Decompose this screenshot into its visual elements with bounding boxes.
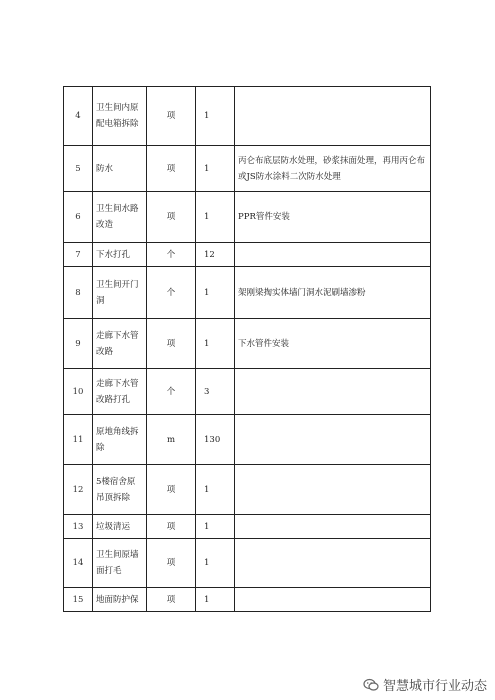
item-name-cell [93, 267, 147, 319]
item-quantity: 12 [204, 249, 215, 260]
item-name-cell [93, 87, 147, 146]
item-note-cell [235, 87, 431, 146]
table-row [64, 465, 431, 515]
item-name-cell [93, 415, 147, 465]
table-row [64, 539, 431, 588]
item-name: 下水打孔 [96, 249, 131, 260]
table-row [64, 369, 431, 415]
item-name: 卫生间内原配电箱拆除 [96, 103, 139, 129]
item-name-cell [93, 539, 147, 588]
item-number-cell [64, 87, 93, 146]
item-number: 6 [75, 212, 81, 222]
item-unit: 项 [166, 521, 176, 532]
table-row [64, 267, 431, 319]
item-unit: 项 [166, 212, 176, 222]
item-unit: 个 [166, 287, 176, 298]
item-name-cell [93, 369, 147, 415]
item-unit: 个 [166, 386, 176, 397]
item-quantity: 130 [204, 434, 221, 445]
item-unit-cell [147, 243, 196, 267]
item-quantity: 1 [204, 558, 210, 568]
watermark [363, 675, 487, 694]
item-note-cell [235, 539, 431, 588]
item-name: 原地角线拆除 [96, 426, 139, 453]
item-number-cell [64, 415, 93, 465]
item-note: 架刚梁掏实体墙门洞水泥刷墙渗粉 [238, 287, 366, 298]
item-unit-cell [147, 146, 196, 192]
table-body [64, 87, 431, 612]
item-unit: 项 [166, 594, 176, 605]
item-note-cell [235, 465, 431, 515]
table-row [64, 515, 431, 539]
item-name: 垃圾清运 [96, 521, 131, 532]
item-name: 走廊下水管改路 [96, 330, 139, 357]
item-unit-cell [147, 539, 196, 588]
item-name-cell [93, 465, 147, 515]
item-number: 10 [72, 386, 84, 397]
item-name-cell [93, 192, 147, 243]
item-unit: 项 [166, 163, 176, 174]
item-note-cell [235, 267, 431, 319]
work-items-table-container [63, 86, 431, 612]
table-row [64, 146, 431, 192]
item-unit-cell [147, 588, 196, 612]
item-quantity: 1 [204, 287, 210, 298]
item-name-cell [93, 146, 147, 192]
item-quantity: 1 [204, 521, 210, 532]
item-quantity-cell [196, 192, 235, 243]
item-unit-cell [147, 192, 196, 243]
item-quantity-cell [196, 539, 235, 588]
item-unit: 项 [166, 338, 176, 349]
item-unit-cell [147, 267, 196, 319]
item-number-cell [64, 267, 93, 319]
item-note-cell [235, 369, 431, 415]
item-note-cell [235, 515, 431, 539]
item-quantity-cell [196, 515, 235, 539]
item-number-cell [64, 465, 93, 515]
item-number: 5 [75, 163, 81, 174]
work-items-table [63, 86, 431, 612]
table-row [64, 243, 431, 267]
item-number: 12 [72, 484, 84, 495]
item-unit: 个 [166, 249, 176, 260]
item-unit-cell [147, 87, 196, 146]
item-quantity-cell [196, 146, 235, 192]
table-row [64, 588, 431, 612]
item-note-cell [235, 319, 431, 369]
watermark-text: 智慧城市行业动态 [382, 679, 487, 694]
item-name: 防水 [96, 163, 114, 174]
item-number-cell [64, 588, 93, 612]
item-number-cell [64, 243, 93, 267]
item-note: PPR管件安装 [238, 212, 290, 222]
item-quantity-cell [196, 319, 235, 369]
item-unit: m [166, 434, 176, 445]
item-unit: 项 [166, 484, 176, 495]
item-number: 9 [75, 338, 81, 349]
item-quantity: 1 [204, 163, 210, 174]
item-unit-cell [147, 319, 196, 369]
item-note-cell [235, 588, 431, 612]
item-quantity: 1 [204, 212, 210, 222]
item-number: 4 [75, 111, 81, 121]
item-name-cell [93, 319, 147, 369]
item-quantity-cell [196, 369, 235, 415]
item-name: 卫生间原墙面打毛 [96, 550, 139, 576]
table-row [64, 87, 431, 146]
item-number-cell [64, 146, 93, 192]
item-name: 5楼宿舍原吊顶拆除 [96, 476, 136, 503]
item-unit-cell [147, 369, 196, 415]
item-name: 地面防护保 [96, 594, 139, 605]
item-number-cell [64, 539, 93, 588]
item-name-cell [93, 515, 147, 539]
table-row [64, 319, 431, 369]
item-unit: 项 [166, 111, 176, 121]
item-quantity-cell [196, 415, 235, 465]
item-note-cell [235, 146, 431, 192]
item-number-cell [64, 319, 93, 369]
item-note-cell [235, 192, 431, 243]
item-unit-cell [147, 465, 196, 515]
item-name: 走廊下水管改路打孔 [96, 378, 139, 405]
item-number: 14 [72, 558, 84, 568]
item-note-cell [235, 415, 431, 465]
item-number-cell [64, 192, 93, 243]
item-name-cell [93, 243, 147, 267]
item-name: 卫生间开门洞 [96, 279, 139, 306]
item-number-cell [64, 515, 93, 539]
item-quantity: 3 [204, 386, 210, 397]
item-quantity: 1 [204, 338, 210, 349]
item-unit: 项 [166, 558, 176, 568]
item-name: 卫生间水路改造 [96, 204, 139, 230]
item-note-cell [235, 243, 431, 267]
table-row [64, 415, 431, 465]
item-quantity: 1 [204, 111, 210, 121]
item-name-cell [93, 588, 147, 612]
item-number: 7 [75, 249, 81, 260]
item-note: 丙仑布底层防水处理，砂浆抹面处理，再用丙仑布或JS防水涂料二次防水处理 [238, 155, 426, 182]
item-quantity-cell [196, 243, 235, 267]
item-number-cell [64, 369, 93, 415]
item-unit-cell [147, 415, 196, 465]
item-quantity-cell [196, 588, 235, 612]
item-number: 8 [75, 287, 81, 298]
item-unit-cell [147, 515, 196, 539]
item-number: 15 [72, 594, 84, 605]
item-quantity-cell [196, 465, 235, 515]
item-note: 下水管件安装 [238, 338, 290, 349]
item-quantity: 1 [204, 594, 210, 605]
item-number: 13 [72, 521, 84, 532]
wechat-icon [363, 677, 379, 693]
item-quantity: 1 [204, 484, 210, 495]
item-number: 11 [72, 434, 84, 445]
item-quantity-cell [196, 267, 235, 319]
item-quantity-cell [196, 87, 235, 146]
table-row [64, 192, 431, 243]
